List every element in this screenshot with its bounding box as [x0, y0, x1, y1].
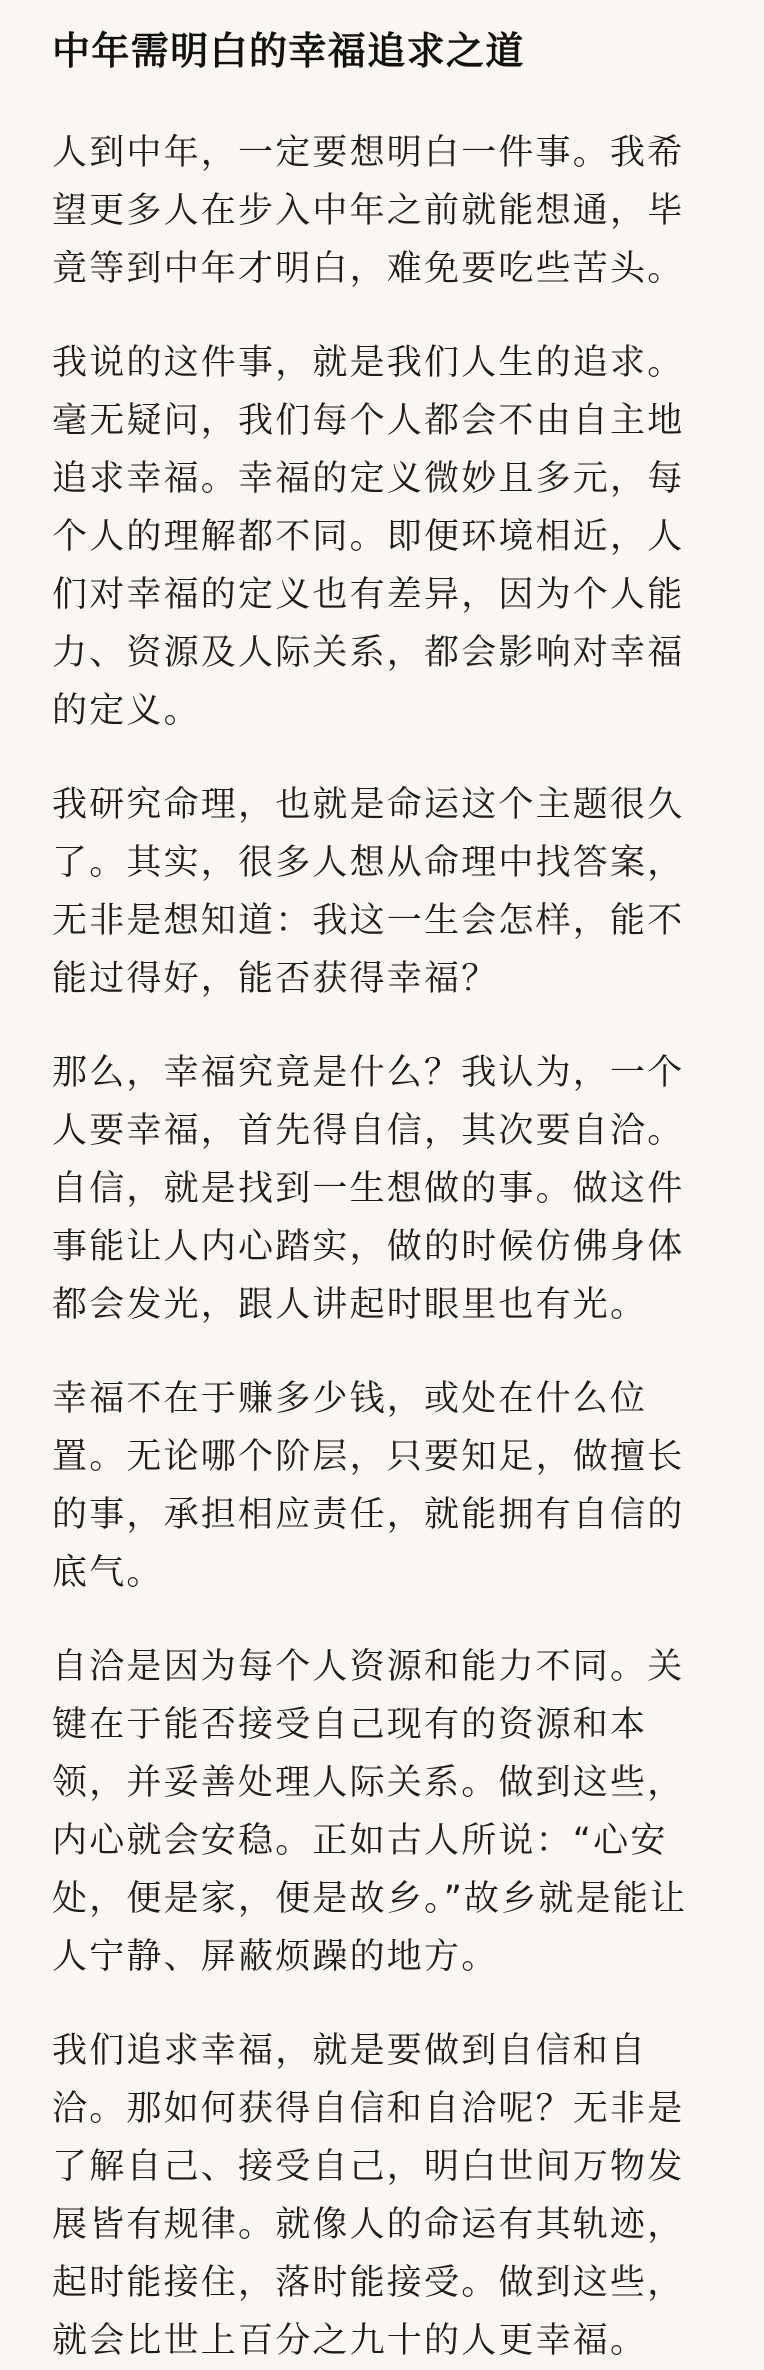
- article-title: 中年需明白的幸福追求之道: [52, 29, 525, 73]
- paragraph: 我们追求幸福，就是要做到自信和自洽。那如何获得自信和自洽呢？无非是了解自己、接受自己，明白世间万物发展皆有规律。就像人的命运有其轨迹，起时能接住，落时能接受。做到这些，就会比世上百分之九十的人更幸福。: [52, 2031, 685, 2361]
- paragraph: 我研究命理，也就是命运这个主题很久了。其实，很多人想从命理中找答案，无非是想知道：我这一生会怎样，能不能过得好，能否获得幸福？: [52, 785, 685, 999]
- paragraph: 自洽是因为每个人资源和能力不同。关键在于能否接受自己现有的资源和本领，并妥善处理人际关系。做到这些，内心就会安稳。正如古人所说：“心安处，便是家，便是故乡。”故乡就是能让人宁静、屏蔽烦躁的地方。: [52, 1647, 688, 1977]
- paragraph: 我说的这件事，就是我们人生的追求。毫无疑问，我们每个人都会不由自主地追求幸福。幸福的定义微妙且多元，每个人的理解都不同。即便环境相近，人们对幸福的定义也有差异，因为个人能力、资源及人际关系，都会影响对幸福的定义。: [52, 343, 685, 731]
- paragraph: 幸福不在于赚多少钱，或处在什么位置。无论哪个阶层，只要知足，做擅长的事，承担相应责任，就能拥有自信的底气。: [52, 1379, 685, 1593]
- article-body: [52, 124, 720, 2370]
- paragraph: 那么，幸福究竟是什么？我认为，一个人要幸福，首先得自信，其次要自洽。自信，就是找到一生想做的事。做这件事能让人内心踏实，做的时候仿佛身体都会发光，跟人讲起时眼里也有光。: [52, 1053, 685, 1325]
- article: [52, 0, 720, 2370]
- paragraph: 人到中年，一定要想明白一件事。我希望更多人在步入中年之前就能想通，毕竟等到中年才明白，难免要吃些苦头。: [52, 133, 685, 289]
